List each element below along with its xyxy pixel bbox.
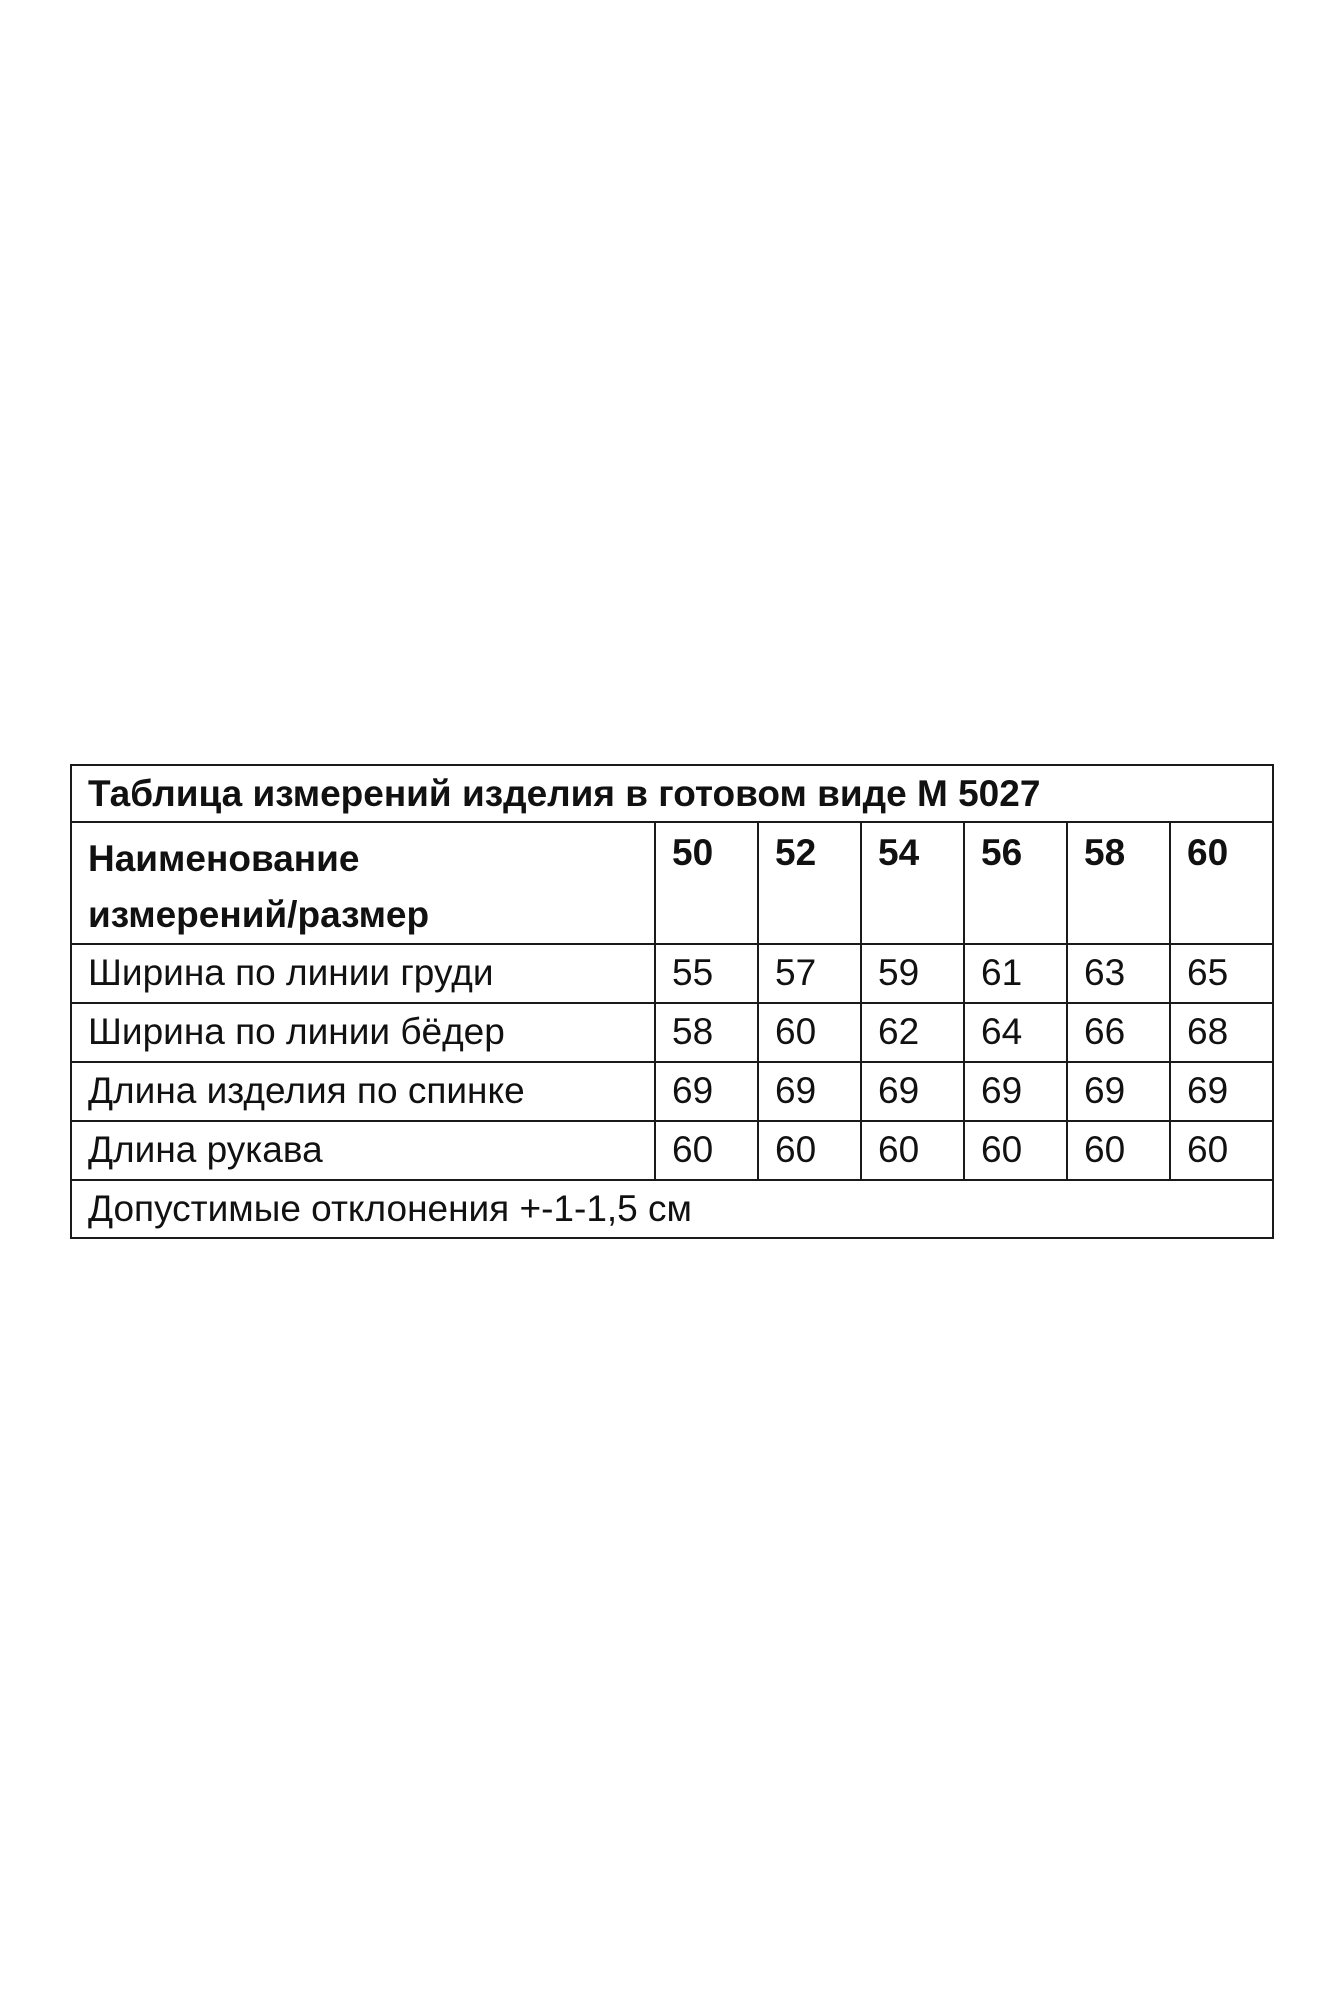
table-cell: 62 [861, 1003, 964, 1062]
size-header: 56 [964, 822, 1067, 944]
tolerance-note: Допустимые отклонения +-1-1,5 см [71, 1180, 1273, 1238]
row-label: Длина изделия по спинке [71, 1062, 655, 1121]
table-cell: 64 [964, 1003, 1067, 1062]
table-cell: 66 [1067, 1003, 1170, 1062]
measurement-table [70, 764, 1274, 1239]
table-cell: 69 [861, 1062, 964, 1121]
table-cell: 60 [758, 1121, 861, 1180]
table-cell: 61 [964, 944, 1067, 1003]
table-cell: 60 [655, 1121, 758, 1180]
table-cell: 60 [1067, 1121, 1170, 1180]
table-cell: 55 [655, 944, 758, 1003]
size-header: 54 [861, 822, 964, 944]
table-cell: 69 [1067, 1062, 1170, 1121]
table-cell: 69 [964, 1062, 1067, 1121]
table-cell: 58 [655, 1003, 758, 1062]
table-note-row [71, 1180, 1273, 1238]
table-row [71, 1062, 1273, 1121]
table-row [71, 944, 1273, 1003]
table-cell: 65 [1170, 944, 1273, 1003]
size-header: 50 [655, 822, 758, 944]
table-cell: 69 [758, 1062, 861, 1121]
measurement-name-header [71, 822, 655, 944]
table-cell: 60 [861, 1121, 964, 1180]
table-title-row [71, 765, 1273, 822]
table-cell: 57 [758, 944, 861, 1003]
size-header: 60 [1170, 822, 1273, 944]
table-row [71, 1121, 1273, 1180]
row-label: Ширина по линии груди [71, 944, 655, 1003]
table-cell: 60 [1170, 1121, 1273, 1180]
table-cell: 60 [758, 1003, 861, 1062]
table-header-row [71, 822, 1273, 944]
header-label-line2: измерений/размер [88, 894, 430, 935]
table-cell: 63 [1067, 944, 1170, 1003]
table-cell: 59 [861, 944, 964, 1003]
table-title: Таблица измерений изделия в готовом виде М 5027 [71, 765, 1273, 822]
row-label: Длина рукава [71, 1121, 655, 1180]
size-header: 58 [1067, 822, 1170, 944]
table-row [71, 1003, 1273, 1062]
table-cell: 68 [1170, 1003, 1273, 1062]
size-header: 52 [758, 822, 861, 944]
row-label: Ширина по линии бёдер [71, 1003, 655, 1062]
table-cell: 60 [964, 1121, 1067, 1180]
table-cell: 69 [655, 1062, 758, 1121]
header-label-line1: Наименование [88, 838, 360, 879]
table-cell: 69 [1170, 1062, 1273, 1121]
